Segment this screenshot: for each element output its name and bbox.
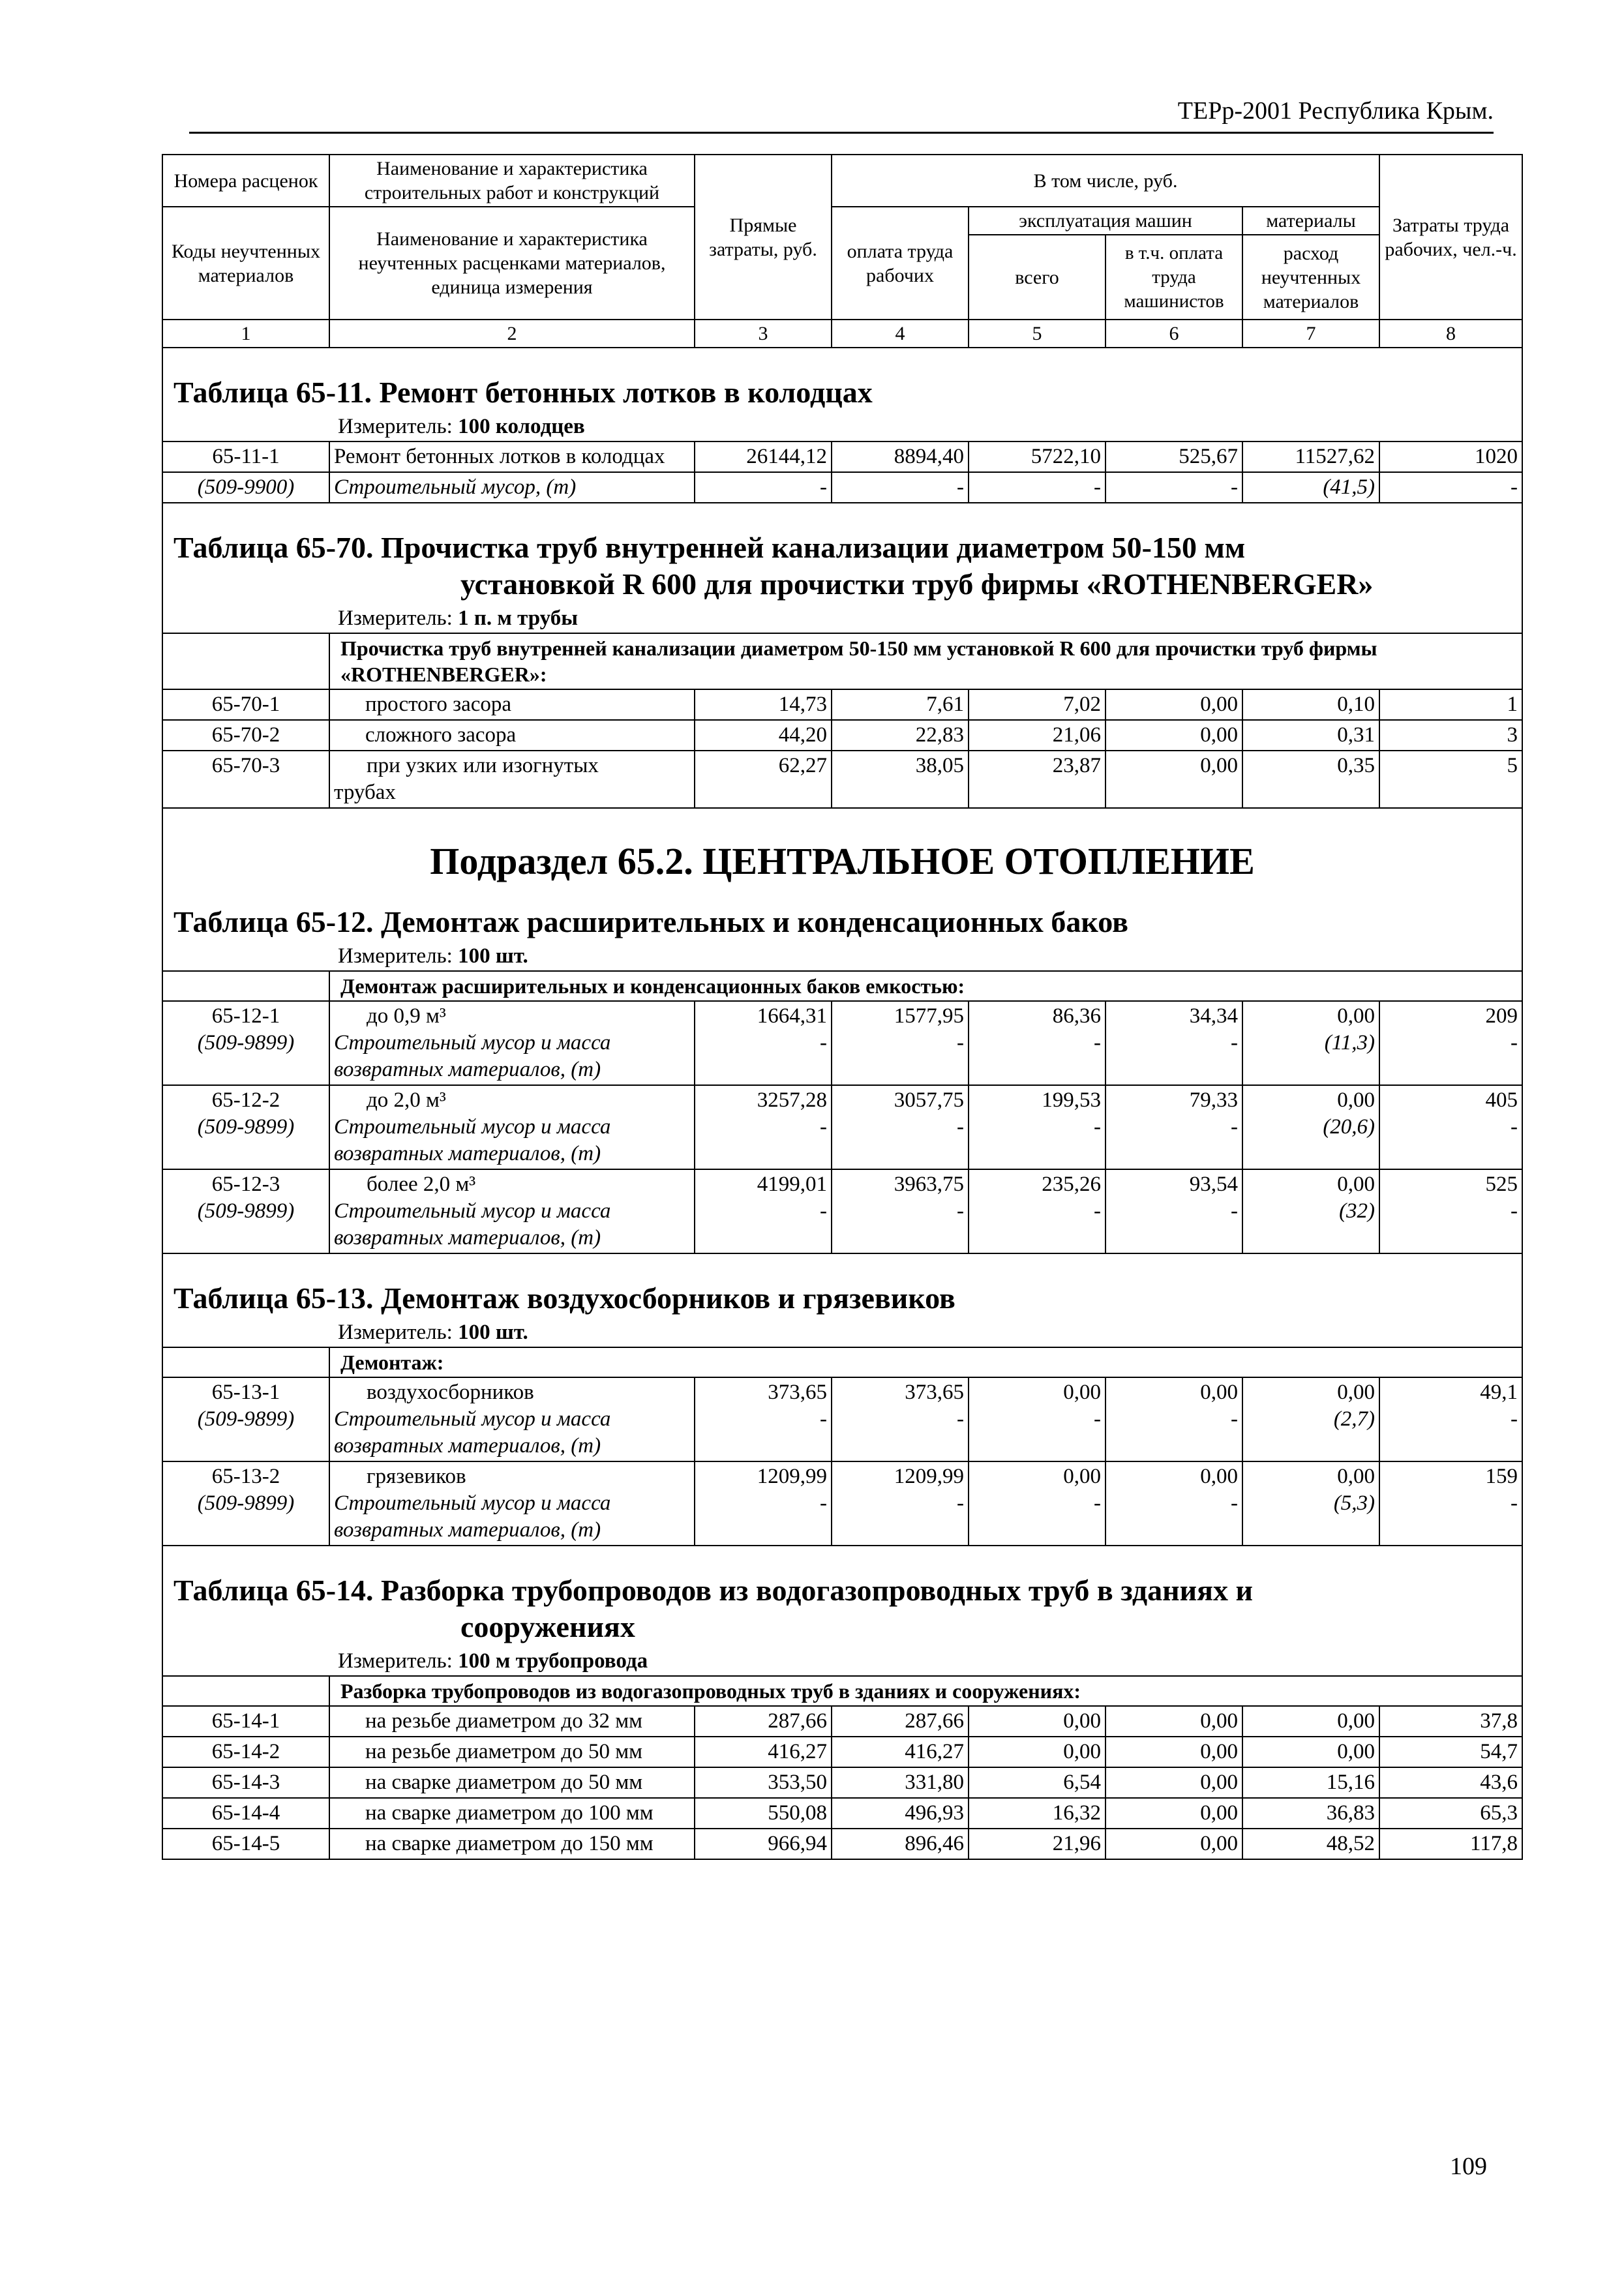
- col-number: 7: [1242, 320, 1379, 348]
- col8-header: Затраты труда рабочих, чел.-ч.: [1379, 155, 1522, 320]
- group-heading: Разборка трубопроводов из водогазопроводных труб в зданиях и сооружениях:: [329, 1676, 1522, 1706]
- col7-header: расход неучтенных материалов: [1242, 235, 1379, 320]
- col6-header: в т.ч. оплата труда машинистов: [1105, 235, 1242, 320]
- meter-line: Измеритель: 100 колодцев: [162, 412, 1522, 441]
- col-number: 5: [969, 320, 1105, 348]
- table-row: 65-12-3 (509-9899) более 2,0 м³ Строительный мусор и масса возвратных материалов, (т) 4199,01 - 3963,75 - 235,26 - 93,54 - 0,00 (32) 525 -: [162, 1169, 1522, 1253]
- table-row: 65-70-1 простого засора 14,73 7,61 7,02 0,00 0,10 1: [162, 689, 1522, 720]
- group-heading: Демонтаж:: [329, 1347, 1522, 1377]
- table-row: 65-11-1 Ремонт бетонных лотков в колодцах 26144,12 8894,40 5722,10 525,67 11527,62 1020: [162, 441, 1522, 472]
- col4-header: оплата труда рабочих: [832, 207, 969, 320]
- header-title: ТЕРр-2001 Республика Крым.: [1177, 97, 1494, 125]
- meter-line: Измеритель: 100 шт.: [162, 1318, 1522, 1347]
- header-divider: [189, 132, 1494, 134]
- meter-line: Измеритель: 1 п. м трубы: [162, 604, 1522, 633]
- page-number: 109: [1450, 2153, 1487, 2180]
- table-row-material: (509-9900) Строительный мусор, (т) - - - - (41,5) -: [162, 472, 1522, 503]
- table-header: [162, 155, 1522, 348]
- col-number: 6: [1105, 320, 1242, 348]
- table-row: 65-13-2 (509-9899) грязевиков Строительный мусор и масса возвратных материалов, (т) 1209,99 - 1209,99 - 0,00 - 0,00 - 0,00 (5,3) 159 -: [162, 1461, 1522, 1546]
- table-row: 65-14-4 на сварке диаметром до 100 мм 550,08 496,93 16,32 0,00 36,83 65,3: [162, 1798, 1522, 1829]
- meter-line: Измеритель: 100 м трубопровода: [162, 1647, 1522, 1676]
- table-row: 65-14-1 на резьбе диаметром до 32 мм 287,66 287,66 0,00 0,00 0,00 37,8: [162, 1706, 1522, 1737]
- table-row: 65-14-3 на сварке диаметром до 50 мм 353,50 331,80 6,54 0,00 15,16 43,6: [162, 1767, 1522, 1798]
- table-title: Таблица 65-12. Демонтаж расширительных и конденсационных баков: [162, 891, 1522, 942]
- table-title: Таблица 65-70. Прочистка труб внутренней канализации диаметром 50-150 мм установкой R 600 для прочистки труб фирмы «ROTHENBERGER»: [162, 503, 1522, 604]
- table-title: Таблица 65-14. Разборка трубопроводов из водогазопроводных труб в зданиях и сооружениях: [162, 1546, 1522, 1647]
- table-title: Таблица 65-11. Ремонт бетонных лотков в колодцах: [162, 348, 1522, 412]
- col-number: 8: [1379, 320, 1522, 348]
- table-row: 65-12-2 (509-9899) до 2,0 м³ Строительный мусор и масса возвратных материалов, (т) 3257,28 - 3057,75 - 199,53 - 79,33 - 0,00 (20,6) 405 -: [162, 1085, 1522, 1169]
- col1-bottom-header: Коды неучтенных материалов: [162, 207, 329, 320]
- col3-header: Прямые затраты, руб.: [695, 155, 832, 320]
- col1-top-header: Номера расценок: [162, 155, 329, 207]
- col-number: 3: [695, 320, 832, 348]
- col5-header: всего: [969, 235, 1105, 320]
- table-row: 65-14-5 на сварке диаметром до 150 мм 966,94 896,46 21,96 0,00 48,52 117,8: [162, 1829, 1522, 1859]
- machines-header: эксплуатация машин: [969, 207, 1242, 235]
- col-number: 2: [329, 320, 695, 348]
- table-row: 65-70-2 сложного засора 44,20 22,83 21,06 0,00 0,31 3: [162, 720, 1522, 751]
- col2-top-header: Наименование и характеристика строительных работ и конструкций: [329, 155, 695, 207]
- meter-line: Измеритель: 100 шт.: [162, 942, 1522, 971]
- col2-bottom-header: Наименование и характеристика неучтенных расценками материалов, единица измерения: [329, 207, 695, 320]
- table-row: 65-13-1 (509-9899) воздухосборников Строительный мусор и масса возвратных материалов, (т) 373,65 - 373,65 - 0,00 - 0,00 - 0,00 (2,7) 49,1 -: [162, 1377, 1522, 1461]
- table-title: Таблица 65-13. Демонтаж воздухосборников и грязевиков: [162, 1253, 1522, 1318]
- table-row: 65-12-1 (509-9899) до 0,9 м³ Строительный мусор и масса возвратных материалов, (т) 1664,31 - 1577,95 - 86,36 - 34,34 - 0,00 (11,3) 209 -: [162, 1001, 1522, 1085]
- price-table: [162, 154, 1523, 1860]
- group-heading: Прочистка труб внутренней канализации диаметром 50-150 мм установкой R 600 для прочистки труб фирмы «ROTHENBERGER»:: [329, 633, 1522, 689]
- col-number: 4: [832, 320, 969, 348]
- table-row: 65-70-3 при узких или изогнутых трубах 62,27 38,05 23,87 0,00 0,35 5: [162, 751, 1522, 808]
- col-number: 1: [162, 320, 329, 348]
- materials-header: материалы: [1242, 207, 1379, 235]
- table-row: 65-14-2 на резьбе диаметром до 50 мм 416,27 416,27 0,00 0,00 0,00 54,7: [162, 1737, 1522, 1767]
- group-heading: Демонтаж расширительных и конденсационных баков емкостью:: [329, 971, 1522, 1001]
- subsection-title: Подраздел 65.2. ЦЕНТРАЛЬНОЕ ОТОПЛЕНИЕ: [162, 808, 1522, 891]
- group-header: В том числе, руб.: [832, 155, 1379, 207]
